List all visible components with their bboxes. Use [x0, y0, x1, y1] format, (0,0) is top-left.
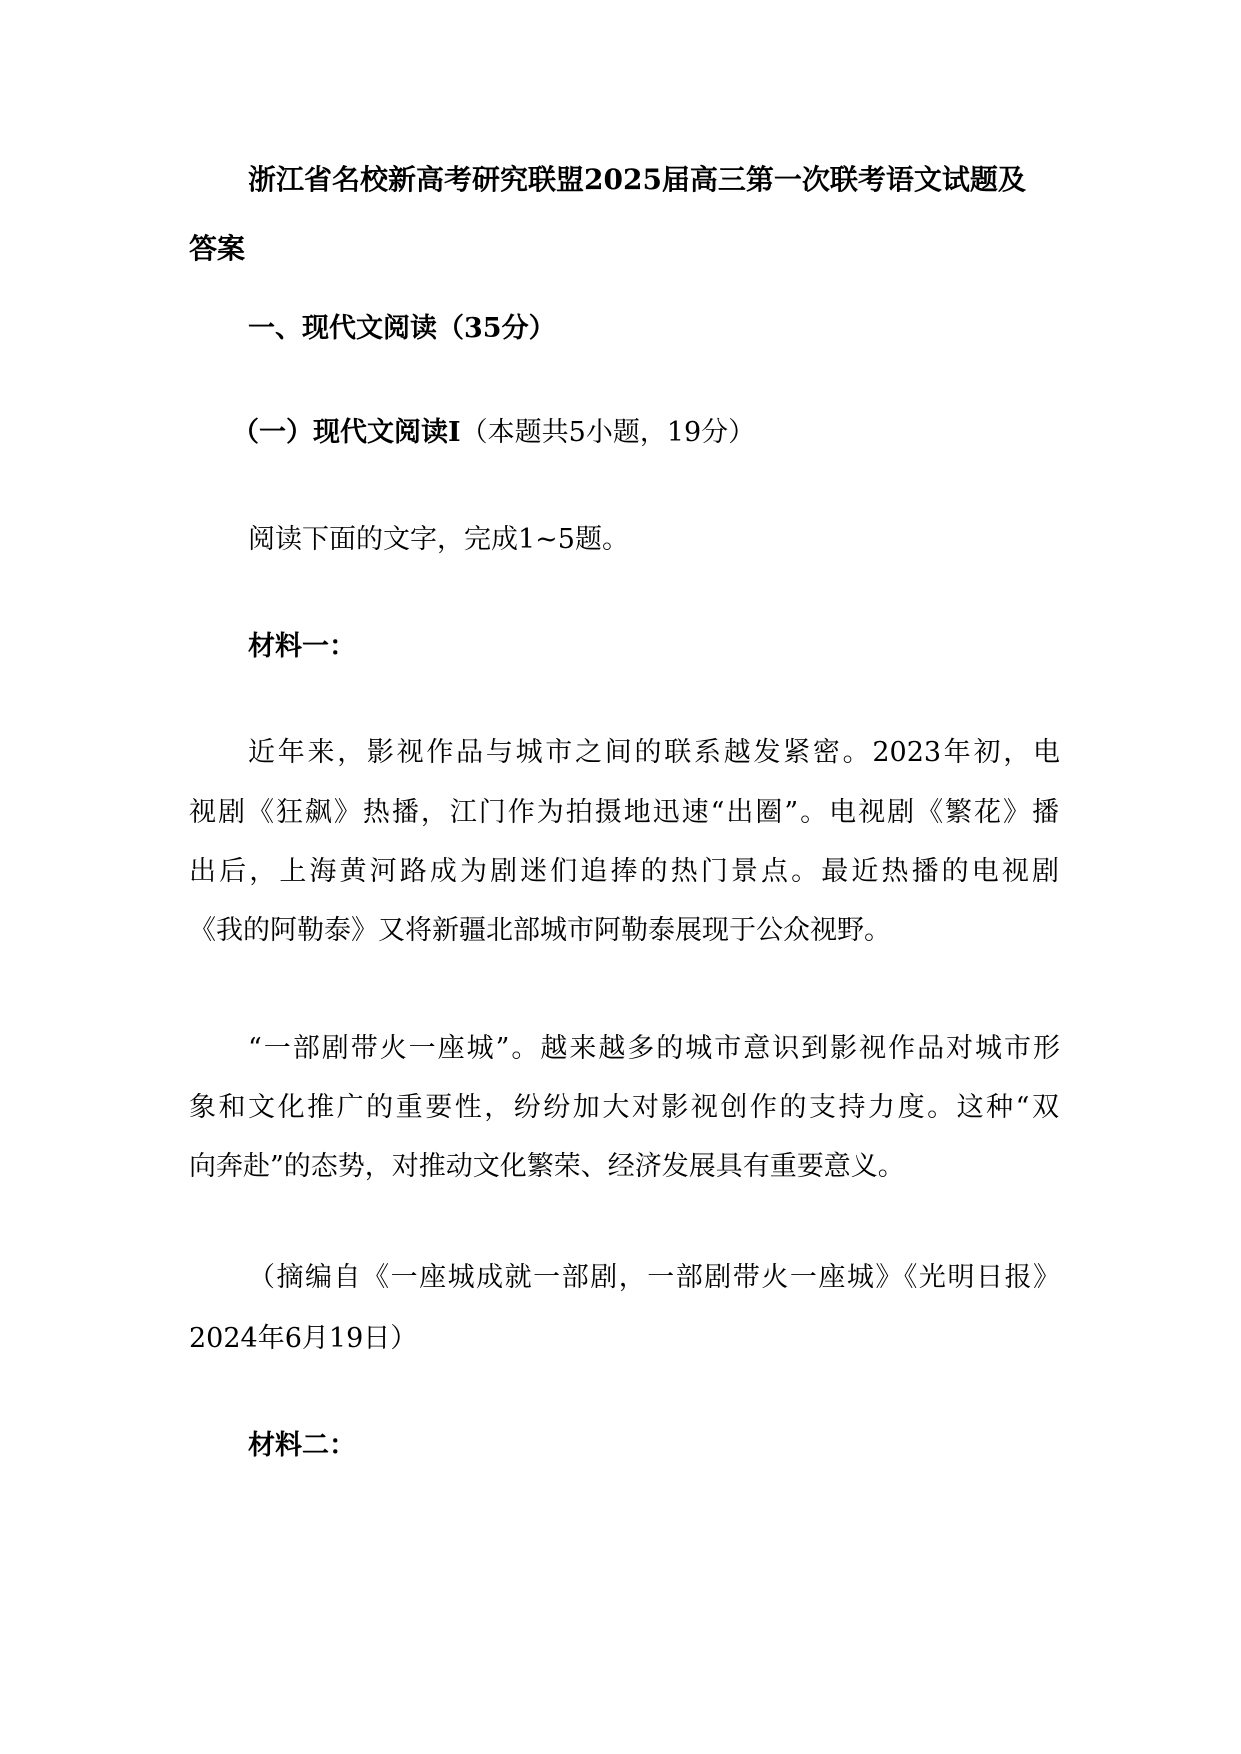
- paragraph-1-line-1: 近年来，影视作品与城市之间的联系越发紧密。2023年初，电: [248, 737, 1060, 768]
- material-one-label: 材料一：: [248, 631, 356, 662]
- paragraph-2-line-1: “一部剧带火一座城”。越来越多的城市意识到影视作品对城市形: [248, 1033, 1060, 1064]
- section-heading-modern-reading: 一、现代文阅读（35分）: [248, 313, 556, 344]
- subsection-heading-title: （一）现代文阅读Ⅰ: [232, 417, 461, 448]
- paragraph-2-line-2: 象和文化推广的重要性，纷纷加大对影视创作的支持力度。这种“双: [189, 1092, 1059, 1123]
- material-two-label: 材料二：: [248, 1430, 356, 1461]
- subsection-heading-note: （本题共5小题，19分）: [460, 417, 756, 448]
- document-title-line-2: 答案: [189, 232, 246, 265]
- subsection-heading: [232, 413, 755, 453]
- paragraph-1-line-3: 出后，上海黄河路成为剧迷们追捧的热门景点。最近热播的电视剧: [189, 856, 1059, 887]
- paragraph-1-line-4: 《我的阿勒泰》又将新疆北部城市阿勒泰展现于公众视野。: [189, 915, 891, 946]
- paragraph-1-line-2: 视剧《狂飙》热播，江门作为拍摄地迅速“出圈”。电视剧《繁花》播: [189, 797, 1059, 828]
- paragraph-2-line-3: 向奔赴”的态势，对推动文化繁荣、经济发展具有重要意义。: [189, 1151, 905, 1182]
- reading-instruction: 阅读下面的文字，完成1~5题。: [248, 524, 629, 555]
- source-citation-line-2: 2024年6月19日）: [189, 1323, 418, 1354]
- source-citation-line-1: （摘编自《一座城成就一部剧，一部剧带火一座城》《光明日报》: [248, 1262, 1060, 1293]
- document-title-line-1: 浙江省名校新高考研究联盟2025届高三第一次联考语文试题及: [248, 163, 1026, 196]
